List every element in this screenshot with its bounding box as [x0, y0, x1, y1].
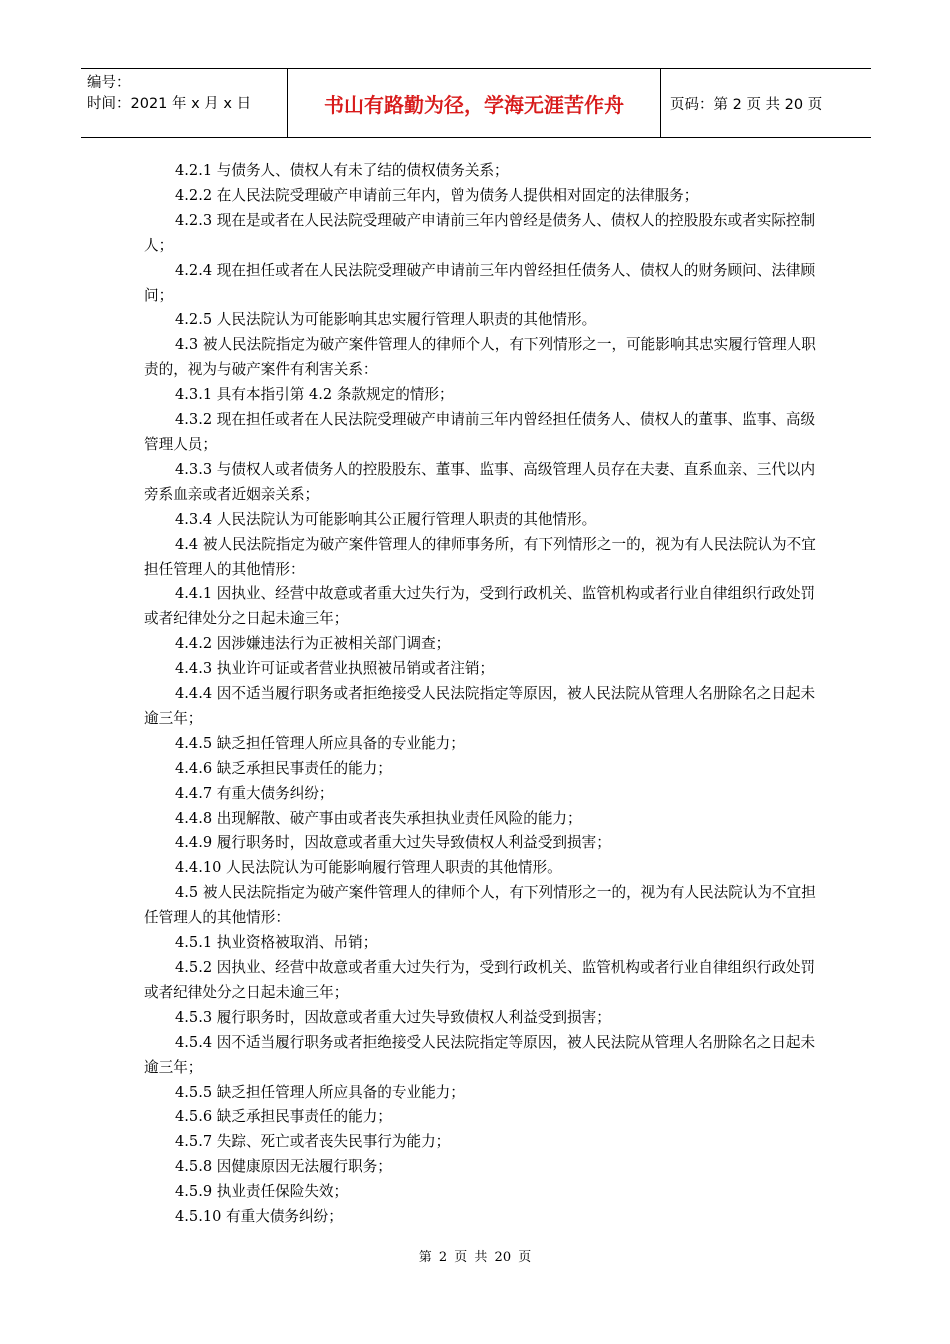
paragraph: 4.4.8 出现解散、破产事由或者丧失承担执业责任风险的能力；: [175, 809, 582, 827]
paragraph: 4.4.5 缺乏担任管理人所应具备的专业能力；: [175, 734, 465, 752]
paragraph: 4.4.2 因涉嫌违法行为正被相关部门调查；: [175, 635, 451, 653]
paragraph: 4.2.3 现在是或者在人民法院受理破产申请前三年内曾经是债务人、债权人的控股股东或者实际控制人；: [144, 211, 816, 254]
paragraph: 4.2.1 与债务人、债权人有未了结的债权债务关系；: [175, 162, 509, 179]
paragraph: 4.4.9 履行职务时，因故意或者重大过失导致债权人利益受到损害；: [175, 834, 611, 852]
paragraph: 4.3 被人民法院指定为破产案件管理人的律师个人，有下列情形之一，可能影响其忠实履行管理人职责的，视为与破产案件有利害关系：: [144, 336, 816, 379]
document-number-label: 编号：: [87, 75, 131, 91]
paragraph: 4.5.10 有重大债务纠纷；: [175, 1208, 343, 1226]
paragraph: 4.4.7 有重大债务纠纷；: [175, 784, 334, 802]
paragraph: 4.3.2 现在担任或者在人民法院受理破产申请前三年内曾经担任债务人、债权人的董事、监事、高级管理人员；: [144, 411, 816, 453]
paragraph: 4.5.1 执业资格被取消、吊销；: [175, 934, 378, 952]
header-motto: 书山有路勤为径，学海无涯苦作舟: [288, 69, 661, 137]
paragraph: 4.3.3 与债权人或者债务人的控股股东、董事、监事、高级管理人员存在夫妻、直系血亲、三代以内旁系血亲或者近姻亲关系；: [144, 460, 816, 503]
paragraph: 4.5.3 履行职务时，因故意或者重大过失导致债权人利益受到损害；: [175, 1008, 611, 1026]
header-page-info: 页码：第 2 页 共 20 页: [670, 96, 823, 113]
paragraph: 4.5.9 执业责任保险失效；: [175, 1183, 349, 1201]
paragraph: 4.2.4 现在担任或者在人民法院受理破产申请前三年内曾经担任债务人、债权人的财务顾问、法律顾问；: [144, 261, 816, 304]
paragraph: 4.4.4 因不适当履行职务或者拒绝接受人民法院指定等原因，被人民法院从管理人名册除名之日起未逾三年；: [144, 685, 816, 727]
paragraph: 4.4.1 因执业、经营中故意或者重大过失行为，受到行政机关、监管机构或者行业自律组织行政处罚或者纪律处分之日起未逾三年；: [144, 585, 816, 628]
paragraph: 4.3.4 人民法院认为可能影响其公正履行管理人职责的其他情形。: [175, 510, 597, 528]
paragraph: 4.3.1 具有本指引第 4.2 条款规定的情形；: [175, 386, 454, 404]
document-date: 时间：2021 年 x 月 x 日: [87, 96, 252, 112]
paragraph: 4.2.5 人民法院认为可能影响其忠实履行管理人职责的其他情形。: [175, 311, 597, 329]
paragraph: 4.5 被人民法院指定为破产案件管理人的律师个人，有下列情形之一的，视为有人民法院认为不宜担任管理人的其他情形：: [144, 884, 816, 927]
paragraph: 4.4.3 执业许可证或者营业执照被吊销或者注销；: [175, 660, 495, 678]
paragraph: 4.4.10 人民法院认为可能影响履行管理人职责的其他情形。: [175, 859, 562, 877]
page-header: [81, 68, 871, 138]
document-body: [144, 159, 816, 1230]
paragraph: 4.4 被人民法院指定为破产案件管理人的律师事务所，有下列情形之一的，视为有人民法院认为不宜担任管理人的其他情形：: [144, 535, 816, 578]
paragraph: 4.2.2 在人民法院受理破产申请前三年内，曾为债务人提供相对固定的法律服务；: [175, 186, 699, 204]
paragraph: 4.5.5 缺乏担任管理人所应具备的专业能力；: [175, 1083, 465, 1101]
page-footer: 第 2 页 共 20 页: [418, 1250, 532, 1265]
paragraph: 4.4.6 缺乏承担民事责任的能力；: [175, 759, 392, 777]
paragraph: 4.5.8 因健康原因无法履行职务；: [175, 1158, 392, 1176]
paragraph: 4.5.4 因不适当履行职务或者拒绝接受人民法院指定等原因，被人民法院从管理人名册除名之日起未逾三年；: [144, 1033, 816, 1076]
paragraph: 4.5.2 因执业、经营中故意或者重大过失行为，受到行政机关、监管机构或者行业自律组织行政处罚或者纪律处分之日起未逾三年；: [144, 959, 816, 1001]
header-meta: [81, 69, 288, 137]
paragraph: 4.5.6 缺乏承担民事责任的能力；: [175, 1108, 392, 1126]
paragraph: 4.5.7 失踪、死亡或者丧失民事行为能力；: [175, 1133, 451, 1151]
